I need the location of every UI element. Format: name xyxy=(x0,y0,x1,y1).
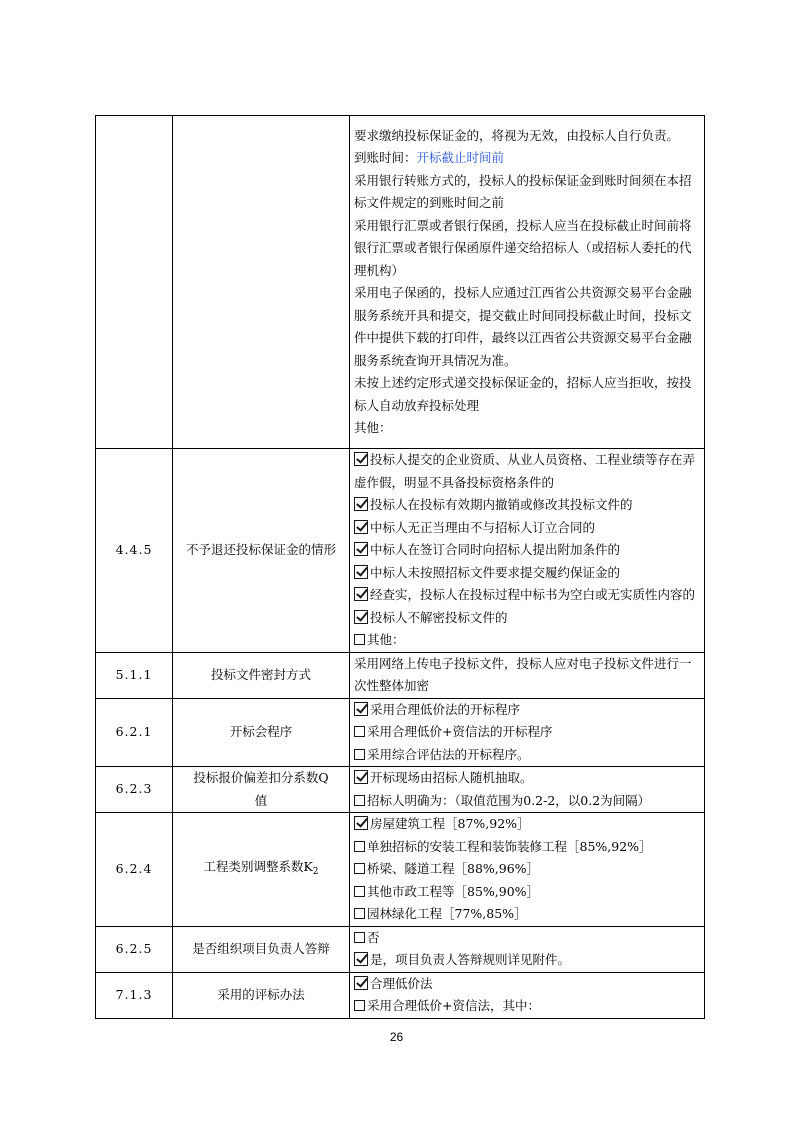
row-number: 4.4.5 xyxy=(96,449,173,653)
option-item: 投标人提交的企业资质、从业人员资格、工程业绩等存在弄虚作假，明显不具备投标资格条件的 xyxy=(354,452,696,490)
continuation-text: 未按上述约定形式递交投标保证金的，招标人应当拒收，按投标人自动放弃投标处理 xyxy=(354,375,692,413)
continuation-text: 采用银行汇票或者银行保函，投标人应当在投标截止时间前将银行汇票或者银行保函原件递交给招标人（或招标人委托的代理机构） xyxy=(354,217,692,278)
checkbox-empty-icon[interactable] xyxy=(354,726,365,737)
option-item: 采用合理低价+资信法，其中： xyxy=(354,995,700,1018)
checkbox-empty-icon[interactable] xyxy=(354,795,365,806)
table-row xyxy=(96,813,705,927)
option-item: 其他市政工程等［85%,90%］ xyxy=(354,881,700,904)
continuation-text: 其他： xyxy=(354,420,392,435)
table-row xyxy=(96,926,705,972)
table-row xyxy=(96,652,705,698)
option-item: 单独招标的安装工程和装饰装修工程［85%,92%］ xyxy=(354,836,700,859)
row-number: 6.2.1 xyxy=(96,698,173,767)
checkbox-checked-icon[interactable] xyxy=(354,610,368,624)
option-item: 招标人明确为：（取值范围为0.2-2，以0.2为间隔） xyxy=(354,790,700,813)
table-row xyxy=(96,698,705,767)
row-title: 投标文件密封方式 xyxy=(173,652,350,698)
option-item: 是，项目负责人答辩规则详见附件。 xyxy=(354,949,700,972)
row-content xyxy=(350,116,705,449)
row-number: 6.2.3 xyxy=(96,767,173,813)
row-content xyxy=(350,698,705,767)
continuation-text: 要求缴纳投标保证金的，将视为无效，由投标人自行负责。 xyxy=(354,127,680,143)
row-title xyxy=(173,116,350,449)
option-item: 采用合理低价法的开标程序 xyxy=(354,699,700,722)
row-title: 开标会程序 xyxy=(173,698,350,767)
table-row xyxy=(96,972,705,1018)
checkbox-empty-icon[interactable] xyxy=(354,863,365,874)
checkbox-empty-icon[interactable] xyxy=(354,749,365,760)
checkbox-empty-icon[interactable] xyxy=(354,886,365,897)
arrival-time-value: 开标截止时间前 xyxy=(416,150,505,165)
continuation-text: 采用电子保函的，投标人应通过江西省公共资源交易平台金融服务系统开具和提交，提交截止时间同投标截止时间，投标文件中提供下载的打印件，最终以江西省公共资源交易平台金融服务系统查询开具情况为准。 xyxy=(354,285,692,368)
checkbox-checked-icon[interactable] xyxy=(354,452,368,466)
table-row xyxy=(96,116,705,449)
row-title: 不予退还投标保证金的情形 xyxy=(173,449,350,653)
page-number: 26 xyxy=(389,1030,404,1044)
checkbox-checked-icon[interactable] xyxy=(354,816,368,830)
row-content xyxy=(350,767,705,813)
row-content xyxy=(350,972,705,1018)
row-number: 7.1.3 xyxy=(96,972,173,1018)
checkbox-empty-icon[interactable] xyxy=(354,932,365,943)
row-content xyxy=(350,926,705,972)
continuation-text: 采用银行转账方式的，投标人的投标保证金到账时间须在本招标文件规定的到账时间之前 xyxy=(354,172,692,210)
option-item: 否 xyxy=(354,927,700,950)
bid-terms-table xyxy=(95,115,705,1019)
checkbox-checked-icon[interactable] xyxy=(354,565,368,579)
option-item: 中标人无正当理由不与招标人订立合同的 xyxy=(354,517,700,540)
checkbox-checked-icon[interactable] xyxy=(354,542,368,556)
option-item: 采用综合评估法的开标程序。 xyxy=(354,744,700,767)
option-item: 房屋建筑工程［87%,92%］ xyxy=(354,813,700,836)
checkbox-checked-icon[interactable] xyxy=(354,976,368,990)
option-item: 开标现场由招标人随机抽取。 xyxy=(354,767,700,790)
checkbox-empty-icon[interactable] xyxy=(354,634,365,645)
option-item: 桥梁、隧道工程［88%,96%］ xyxy=(354,858,700,881)
option-item: 采用合理低价+资信法的开标程序 xyxy=(354,721,700,744)
row-number xyxy=(96,116,173,449)
table-row xyxy=(96,767,705,813)
row-content: 采用网络上传电子投标文件，投标人应对电子投标文件进行一次性整体加密 xyxy=(350,652,705,698)
row-title: 投标报价偏差扣分系数Q 值 xyxy=(173,767,350,813)
arrival-time: 到账时间：开标截止时间前 xyxy=(354,150,505,165)
option-item: 经查实，投标人在投标过程中标书为空白或无实质性内容的 xyxy=(354,584,700,607)
checkbox-checked-icon[interactable] xyxy=(354,520,368,534)
table-row xyxy=(96,449,705,653)
checkbox-empty-icon[interactable] xyxy=(354,908,365,919)
checkbox-checked-icon[interactable] xyxy=(354,770,368,784)
row-title: 是否组织项目负责人答辩 xyxy=(173,926,350,972)
row-title: 工程类别调整系数$K_2$ xyxy=(173,813,350,927)
row-content xyxy=(350,449,705,653)
row-number: 5.1.1 xyxy=(96,652,173,698)
option-item: 中标人未按照招标文件要求提交履约保证金的 xyxy=(354,562,700,585)
checkbox-checked-icon[interactable] xyxy=(354,702,368,716)
checkbox-checked-icon[interactable] xyxy=(354,497,368,511)
checkbox-empty-icon[interactable] xyxy=(354,841,365,852)
checkbox-empty-icon[interactable] xyxy=(354,1000,365,1011)
option-item: 投标人在投标有效期内撤销或修改其投标文件的 xyxy=(354,494,700,517)
row-title: 采用的评标办法 xyxy=(173,972,350,1018)
option-item: 园林绿化工程［77%,85%］ xyxy=(354,903,700,926)
option-item: 中标人在签订合同时向招标人提出附加条件的 xyxy=(354,539,700,562)
option-item: 投标人不解密投标文件的 xyxy=(354,607,700,630)
checkbox-checked-icon[interactable] xyxy=(354,952,368,966)
checkbox-checked-icon[interactable] xyxy=(354,587,368,601)
row-number: 6.2.5 xyxy=(96,926,173,972)
option-item: 合理低价法 xyxy=(354,973,700,996)
row-content xyxy=(350,813,705,927)
option-item: 其他： xyxy=(354,629,700,652)
row-number: 6.2.4 xyxy=(96,813,173,927)
